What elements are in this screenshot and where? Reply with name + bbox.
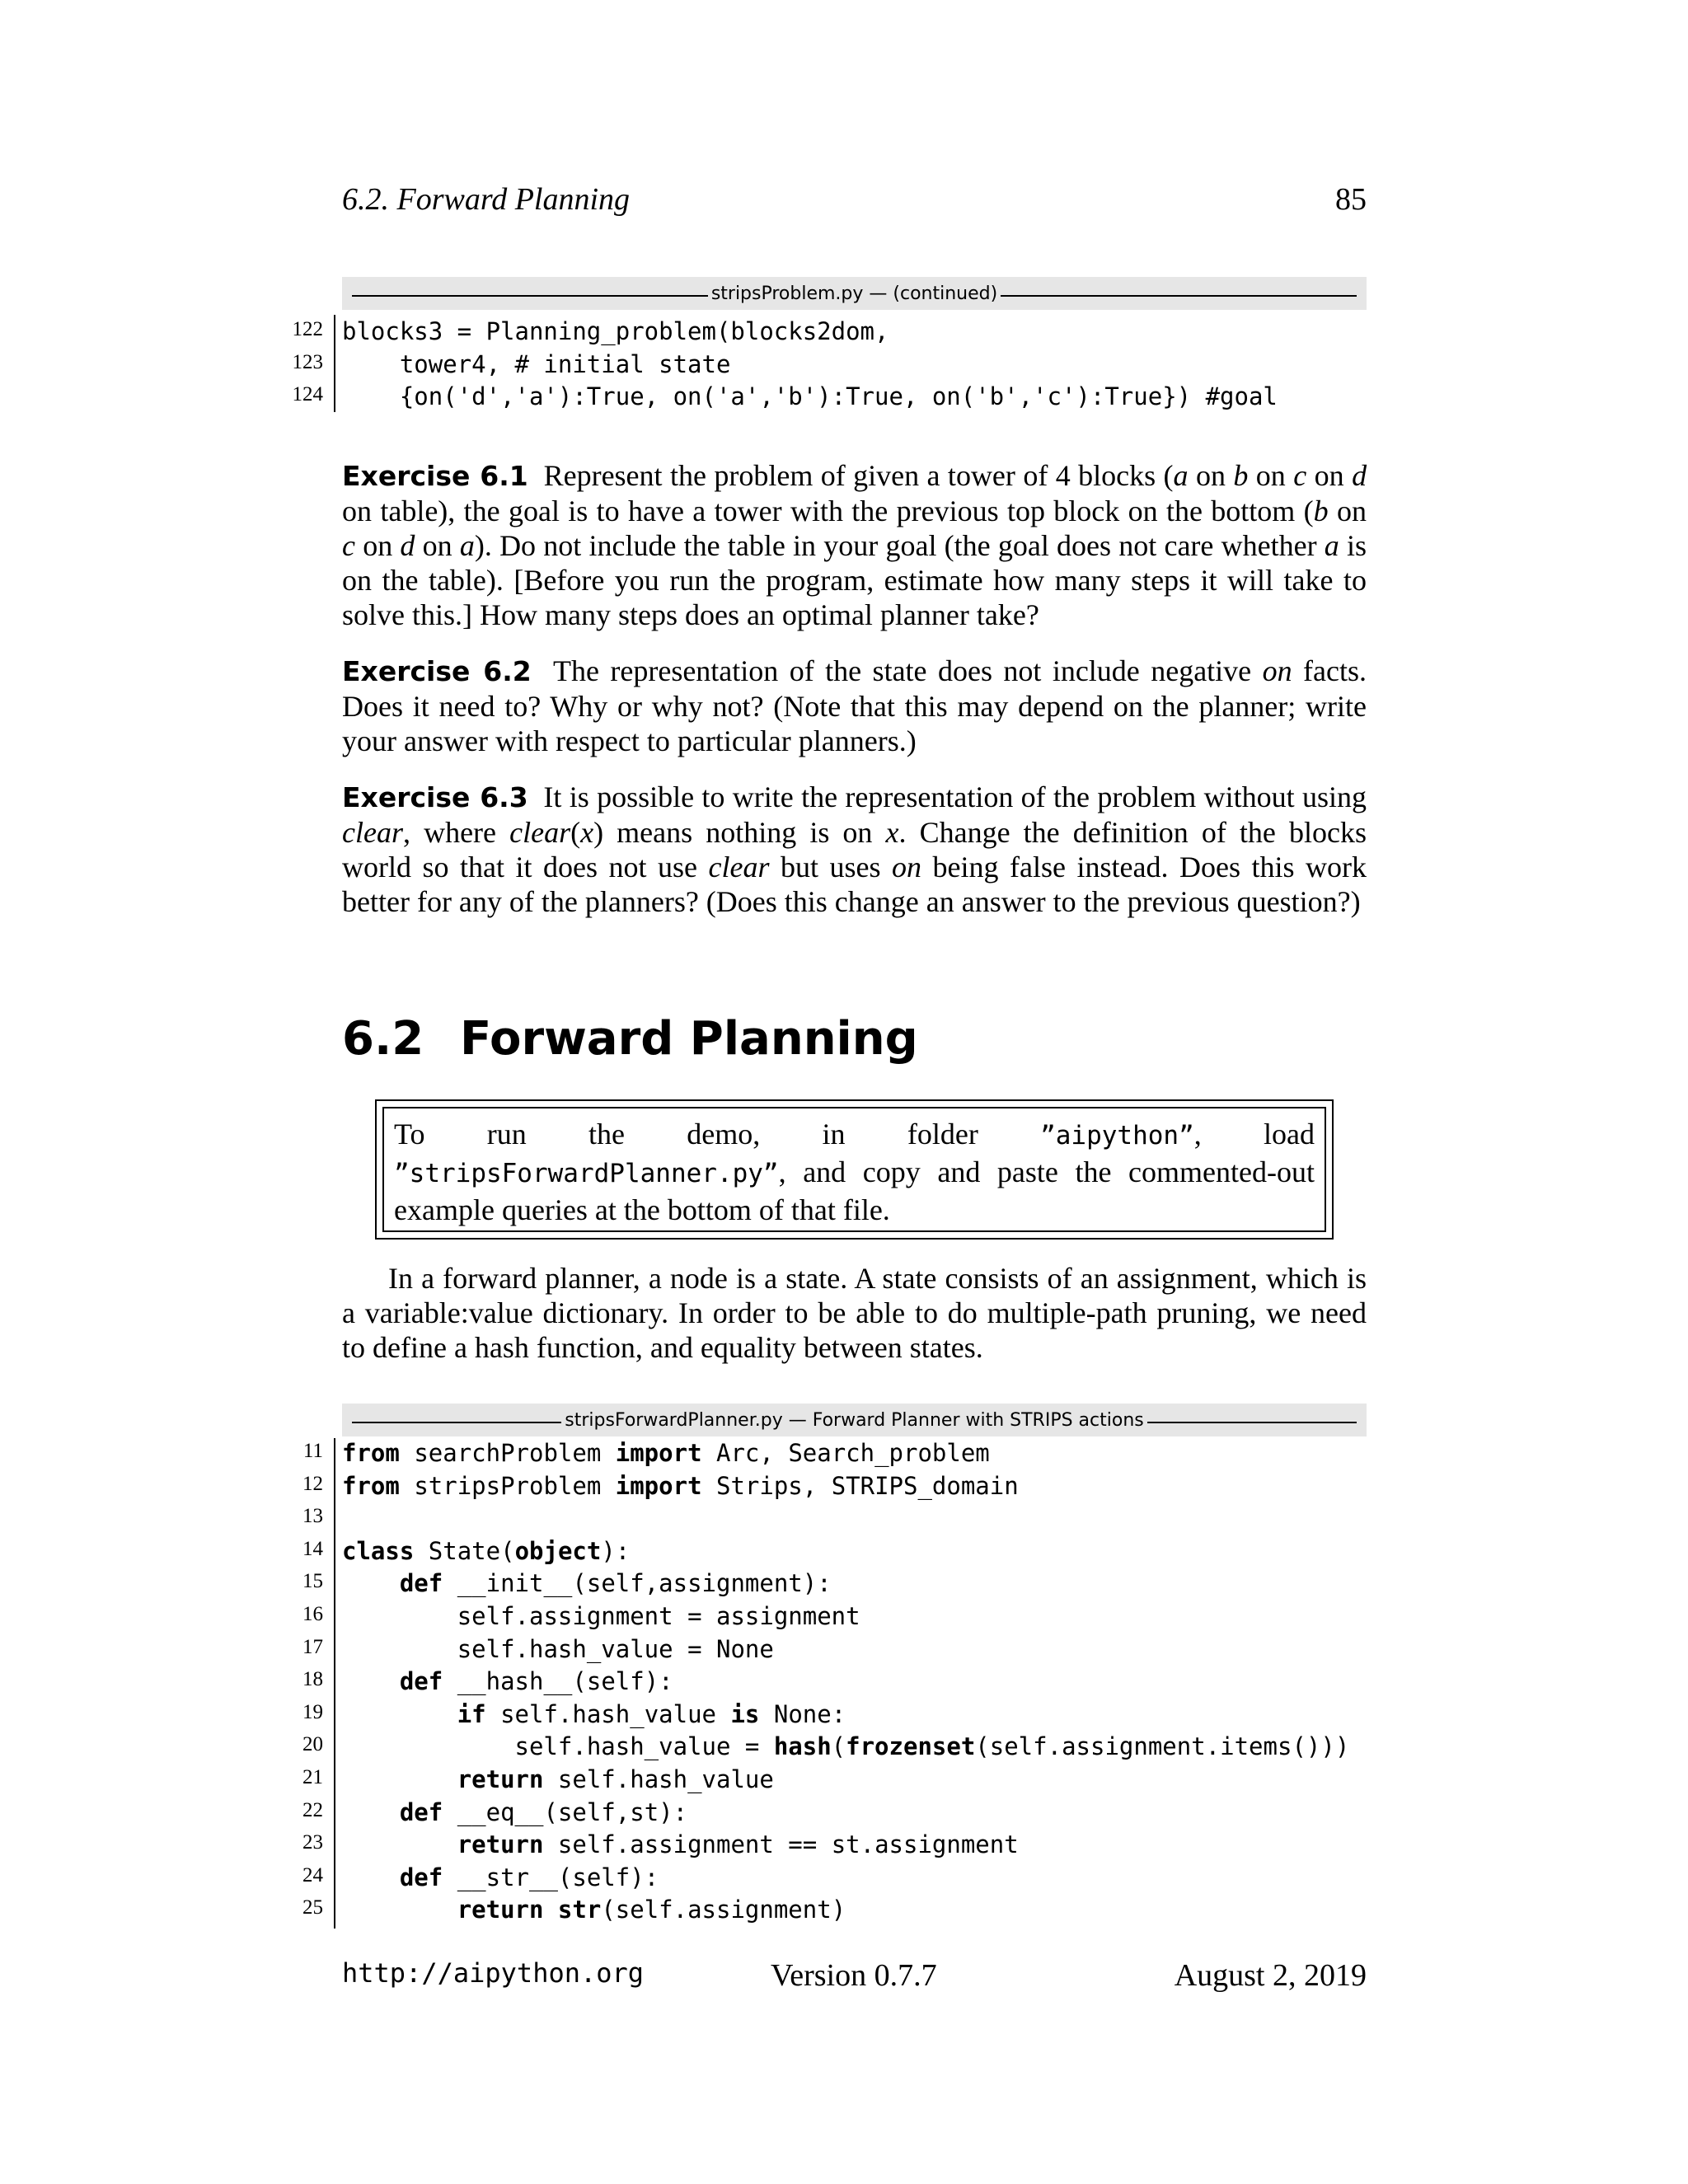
line-number: 23 (302, 1831, 323, 1854)
line-number: 25 (302, 1896, 323, 1919)
code-text: tower4, # initial state (342, 349, 731, 378)
code-line (247, 1633, 1401, 1666)
text: Represent the problem of given a tower of 4 blocks ( (543, 459, 1174, 492)
math-var: on (892, 851, 922, 883)
line-number: 20 (302, 1733, 323, 1756)
section-heading (342, 1012, 918, 1066)
code-line (247, 1861, 1401, 1894)
code-line (247, 1730, 1401, 1763)
code-text: from stripsProblem import Strips, STRIPS_domain (342, 1471, 1019, 1500)
caption-rule-left (352, 1422, 561, 1423)
code-line (247, 1502, 1401, 1535)
line-number: 124 (292, 383, 323, 406)
line-number: 15 (302, 1570, 323, 1593)
exercise-6-1 (342, 458, 1367, 632)
code-text: def __eq__(self,st): (399, 1797, 688, 1826)
math-var: a (459, 529, 475, 562)
listing-caption: stripsProblem.py — (continued) (710, 283, 998, 304)
math-var: b (1313, 494, 1329, 527)
code-line (247, 1763, 1401, 1796)
math-var: c (342, 529, 355, 562)
math-var: x (580, 816, 594, 849)
code-text: def __hash__(self): (399, 1667, 673, 1696)
caption-rule-right (1147, 1422, 1357, 1423)
line-number: 122 (292, 318, 323, 340)
math-var: a (1173, 459, 1189, 492)
code-text: def __init__(self,assignment): (399, 1569, 832, 1598)
exercise-6-3 (342, 780, 1367, 919)
exercise-label: Exercise 6.3 (342, 781, 528, 813)
text: , and copy and paste the commented-out example queries at the bottom of that file. (394, 1155, 1315, 1226)
code-line (247, 380, 1401, 413)
text: on (1188, 459, 1234, 492)
math-var: x (885, 816, 899, 849)
code-text: def __str__(self): (399, 1863, 659, 1891)
math-var: clear (509, 816, 571, 849)
text: ) means nothing is on (593, 816, 886, 849)
listing-caption-bar (342, 1404, 1367, 1436)
section-title: Forward Planning (460, 1012, 918, 1066)
text: ). Do not include the table in your goal (the goal does not care whether (474, 529, 1325, 562)
code-text: blocks3 = Planning_problem(blocks2dom, (342, 317, 889, 345)
text: on (1306, 459, 1353, 492)
code-text: if self.hash_value is None: (457, 1699, 846, 1728)
text: ( (570, 816, 581, 849)
code-text: self.assignment = assignment (457, 1601, 860, 1630)
line-number: 22 (302, 1798, 323, 1821)
body-paragraph: In a forward planner, a node is a state. A state consists of an assignment, which is a variable:value dictionary. In order to be able to do multiple-path pruning, we need to define a hash function, and equality between states. (342, 1262, 1367, 1364)
math-var: b (1233, 459, 1249, 492)
footer-version: Version 0.7.7 (771, 1958, 937, 1993)
folder-name: ”aipython” (1040, 1121, 1194, 1151)
text: To run the demo, in folder (394, 1118, 1041, 1151)
line-number: 19 (302, 1700, 323, 1723)
math-var: d (400, 529, 415, 562)
math-var: c (1293, 459, 1307, 492)
caption-rule-right (1001, 295, 1357, 297)
page-number: 85 (1335, 182, 1367, 217)
listing-caption: stripsForwardPlanner.py — Forward Planner with STRIPS actions (565, 1409, 1144, 1431)
text: on (1248, 459, 1294, 492)
math-var: clear (708, 851, 770, 883)
code-text: return str(self.assignment) (457, 1896, 846, 1924)
math-var: clear (342, 816, 403, 849)
code-text: class State(object): (342, 1536, 631, 1565)
running-title: 6.2. Forward Planning (342, 182, 631, 217)
code-text: self.hash_value = hash(frozenset(self.assignment.items())) (514, 1732, 1350, 1761)
text: . Change the definition of the blocks world so that it does not use (342, 816, 1367, 883)
demo-box (375, 1099, 1334, 1240)
section-number: 6.2 (342, 1012, 424, 1066)
code-line (247, 1893, 1401, 1926)
file-name: ”stripsForwardPlanner.py” (394, 1159, 779, 1188)
code-line (247, 1828, 1401, 1861)
code-line (247, 348, 1401, 381)
text: on table), the goal is to have a tower with the previous top block on the bottom ( (342, 494, 1314, 527)
code-line (247, 1535, 1401, 1568)
text: on (1328, 494, 1367, 527)
math-var: a (1324, 529, 1339, 562)
line-number: 12 (302, 1472, 323, 1495)
line-number: 16 (302, 1602, 323, 1625)
code-text: self.hash_value = None (457, 1634, 774, 1663)
code-line (247, 1436, 1401, 1469)
text: , load (1193, 1118, 1315, 1151)
text: , where (402, 816, 510, 849)
code-listing (247, 1436, 1401, 1926)
code-line (247, 315, 1401, 348)
code-line (247, 1600, 1401, 1633)
math-var: d (1352, 459, 1367, 492)
code-text: {on('d','a'):True, on('a','b'):True, on('b','c'):True}) #goal (342, 382, 1278, 411)
text: It is possible to write the representation of the problem without using (543, 780, 1367, 813)
code-line (247, 1567, 1401, 1600)
demo-box-text (382, 1107, 1326, 1232)
code-text: return self.assignment == st.assignment (457, 1830, 1019, 1859)
exercise-6-2 (342, 654, 1367, 758)
text: is on the table). [Before you run the program, estimate how many steps it will take to solve this.] How many steps does an optimal planner take? (342, 529, 1367, 631)
line-number: 24 (302, 1863, 323, 1886)
code-line (247, 1698, 1401, 1731)
listing-caption-bar (342, 277, 1367, 310)
code-line (247, 1665, 1401, 1698)
line-number: 123 (292, 350, 323, 373)
code-text: from searchProblem import Arc, Search_problem (342, 1439, 990, 1467)
text: on (354, 529, 401, 562)
line-number: 11 (302, 1440, 323, 1462)
code-text: return self.hash_value (457, 1765, 774, 1793)
text: on (415, 529, 460, 562)
math-var: on (1262, 654, 1292, 687)
exercise-label: Exercise 6.2 (342, 655, 532, 687)
line-number: 17 (302, 1635, 323, 1658)
line-number: 21 (302, 1765, 323, 1788)
exercise-label: Exercise 6.1 (342, 460, 528, 492)
text: The representation of the state does not include negative (552, 654, 1263, 687)
text: being false instead. Does this work better for any of the planners? (Does this change an answer to the previous question?) (342, 851, 1367, 918)
line-number: 18 (302, 1668, 323, 1691)
text: facts. Does it need to? Why or why not? (Note that this may depend on the planner; write your answer with respect to particular planners.) (342, 654, 1367, 757)
caption-rule-left (352, 295, 708, 297)
footer-url[interactable]: http://aipython.org (342, 1957, 645, 1989)
text: but uses (769, 851, 893, 883)
code-listing (247, 315, 1401, 413)
footer-date: August 2, 2019 (1174, 1958, 1367, 1993)
code-line (247, 1469, 1401, 1502)
line-number: 14 (302, 1537, 323, 1560)
line-number: 13 (302, 1505, 323, 1528)
code-line (247, 1796, 1401, 1829)
